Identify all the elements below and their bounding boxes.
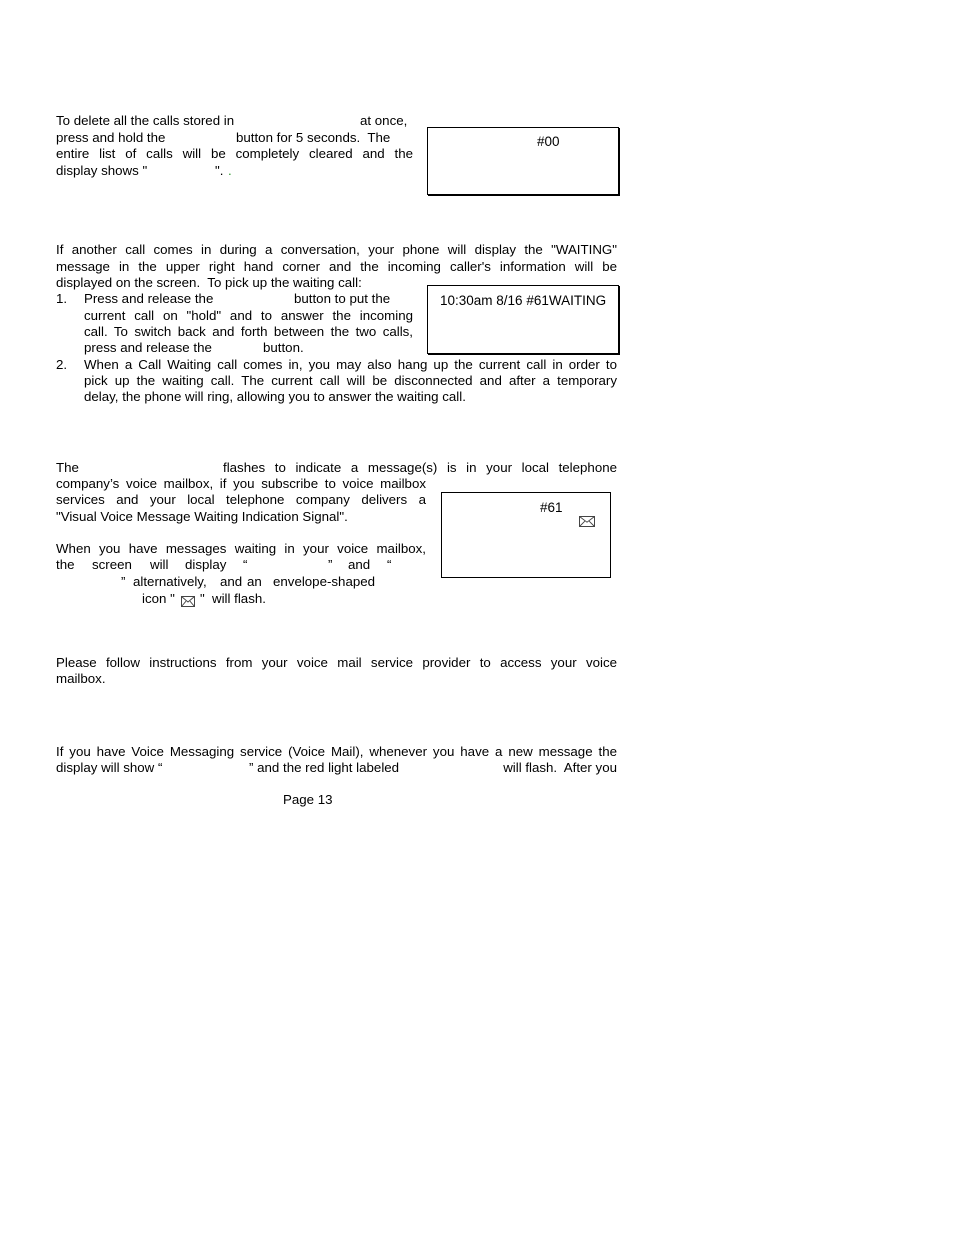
lcd-display-waiting	[427, 285, 619, 354]
lcd-message-count	[540, 500, 563, 515]
word: "	[200, 591, 205, 606]
word: icon "	[142, 591, 175, 606]
text-line: If you have Voice Messaging service (Voice Mail), whenever you have a new message the	[56, 744, 617, 759]
text-line: To delete all the calls stored in	[56, 113, 235, 128]
text-line: displayed on the screen. To pick up the waiting call:	[56, 275, 362, 290]
word: envelope-shaped	[273, 574, 376, 589]
text-line: display shows "	[56, 163, 148, 178]
text-line: entire list of calls will be completely cleared and the	[56, 146, 413, 161]
lcd-waiting-status: WAITING	[548, 293, 607, 308]
text-line: company’s voice mailbox, if you subscribe to voice mailbox	[56, 476, 426, 491]
lcd-count-text: #61	[540, 500, 563, 515]
text-line: If another call comes in during a conversation, your phone will display the "WAITING"	[56, 242, 617, 257]
text-line: button for 5 seconds. The	[236, 130, 391, 145]
lcd-call-count: #00	[537, 134, 560, 149]
word: an	[247, 574, 262, 589]
page-number: Page 13	[283, 792, 333, 807]
text-line: current call on "hold" and to answer the incoming	[84, 308, 413, 323]
word: ”	[121, 574, 126, 589]
text-line: pick up the waiting call. The current call will be disconnected and after a temporary	[84, 373, 617, 388]
word: “	[387, 557, 392, 572]
text-line: Press and release the	[84, 291, 214, 306]
text-line: press and release the	[84, 340, 212, 355]
text-line: display will show “	[56, 760, 163, 775]
step-number: 1.	[56, 291, 68, 306]
step-number: 2.	[56, 357, 68, 372]
text-line: button.	[263, 340, 304, 355]
word: display	[185, 557, 227, 572]
lcd-time: 10:30am 8/16 #	[440, 293, 534, 308]
text-line: ” and the red light labeled	[249, 760, 400, 775]
word: and	[220, 574, 243, 589]
envelope-icon	[181, 594, 195, 609]
word: ”	[328, 557, 333, 572]
word: screen	[92, 557, 132, 572]
lcd-display-delete	[427, 127, 619, 195]
text-line: The	[56, 460, 79, 475]
word: “	[243, 557, 248, 572]
text-line: "Visual Voice Message Waiting Indication Signal".	[56, 509, 348, 524]
text-line: message in the upper right hand corner and the incoming caller's information will be	[56, 259, 617, 274]
text-line: will flash. After you	[503, 760, 617, 775]
text-line: delay, the phone will ring, allowing you to answer the waiting call.	[84, 389, 466, 404]
envelope-icon	[564, 501, 579, 546]
word: will	[150, 557, 169, 572]
text-line: services and your local telephone company delivers a	[56, 492, 426, 507]
text-line: Please follow instructions from your voice mail service provider to access your voice	[56, 655, 617, 670]
text-line: call. To switch back and forth between the two calls,	[84, 324, 413, 339]
trailing-mark: .	[228, 163, 232, 178]
text-line: When a Call Waiting call comes in, you may also hang up the current call in order to	[84, 357, 617, 372]
text-line: button to put the	[294, 291, 391, 306]
lcd-call-number: 61	[533, 293, 549, 308]
text-line: flashes to indicate a message(s) is in your local telephone	[223, 460, 617, 475]
text-line: press and hold the	[56, 130, 166, 145]
word: the	[56, 557, 75, 572]
text-line: ".	[215, 163, 224, 178]
word: and	[348, 557, 371, 572]
text-line: When you have messages waiting in your voice mailbox,	[56, 541, 426, 556]
lcd-time-date	[440, 293, 606, 308]
lcd-display-voicemail	[441, 492, 611, 578]
word: alternatively,	[133, 574, 207, 589]
text-line: mailbox.	[56, 671, 106, 686]
text-line: at once,	[360, 113, 408, 128]
word: will flash.	[212, 591, 266, 606]
